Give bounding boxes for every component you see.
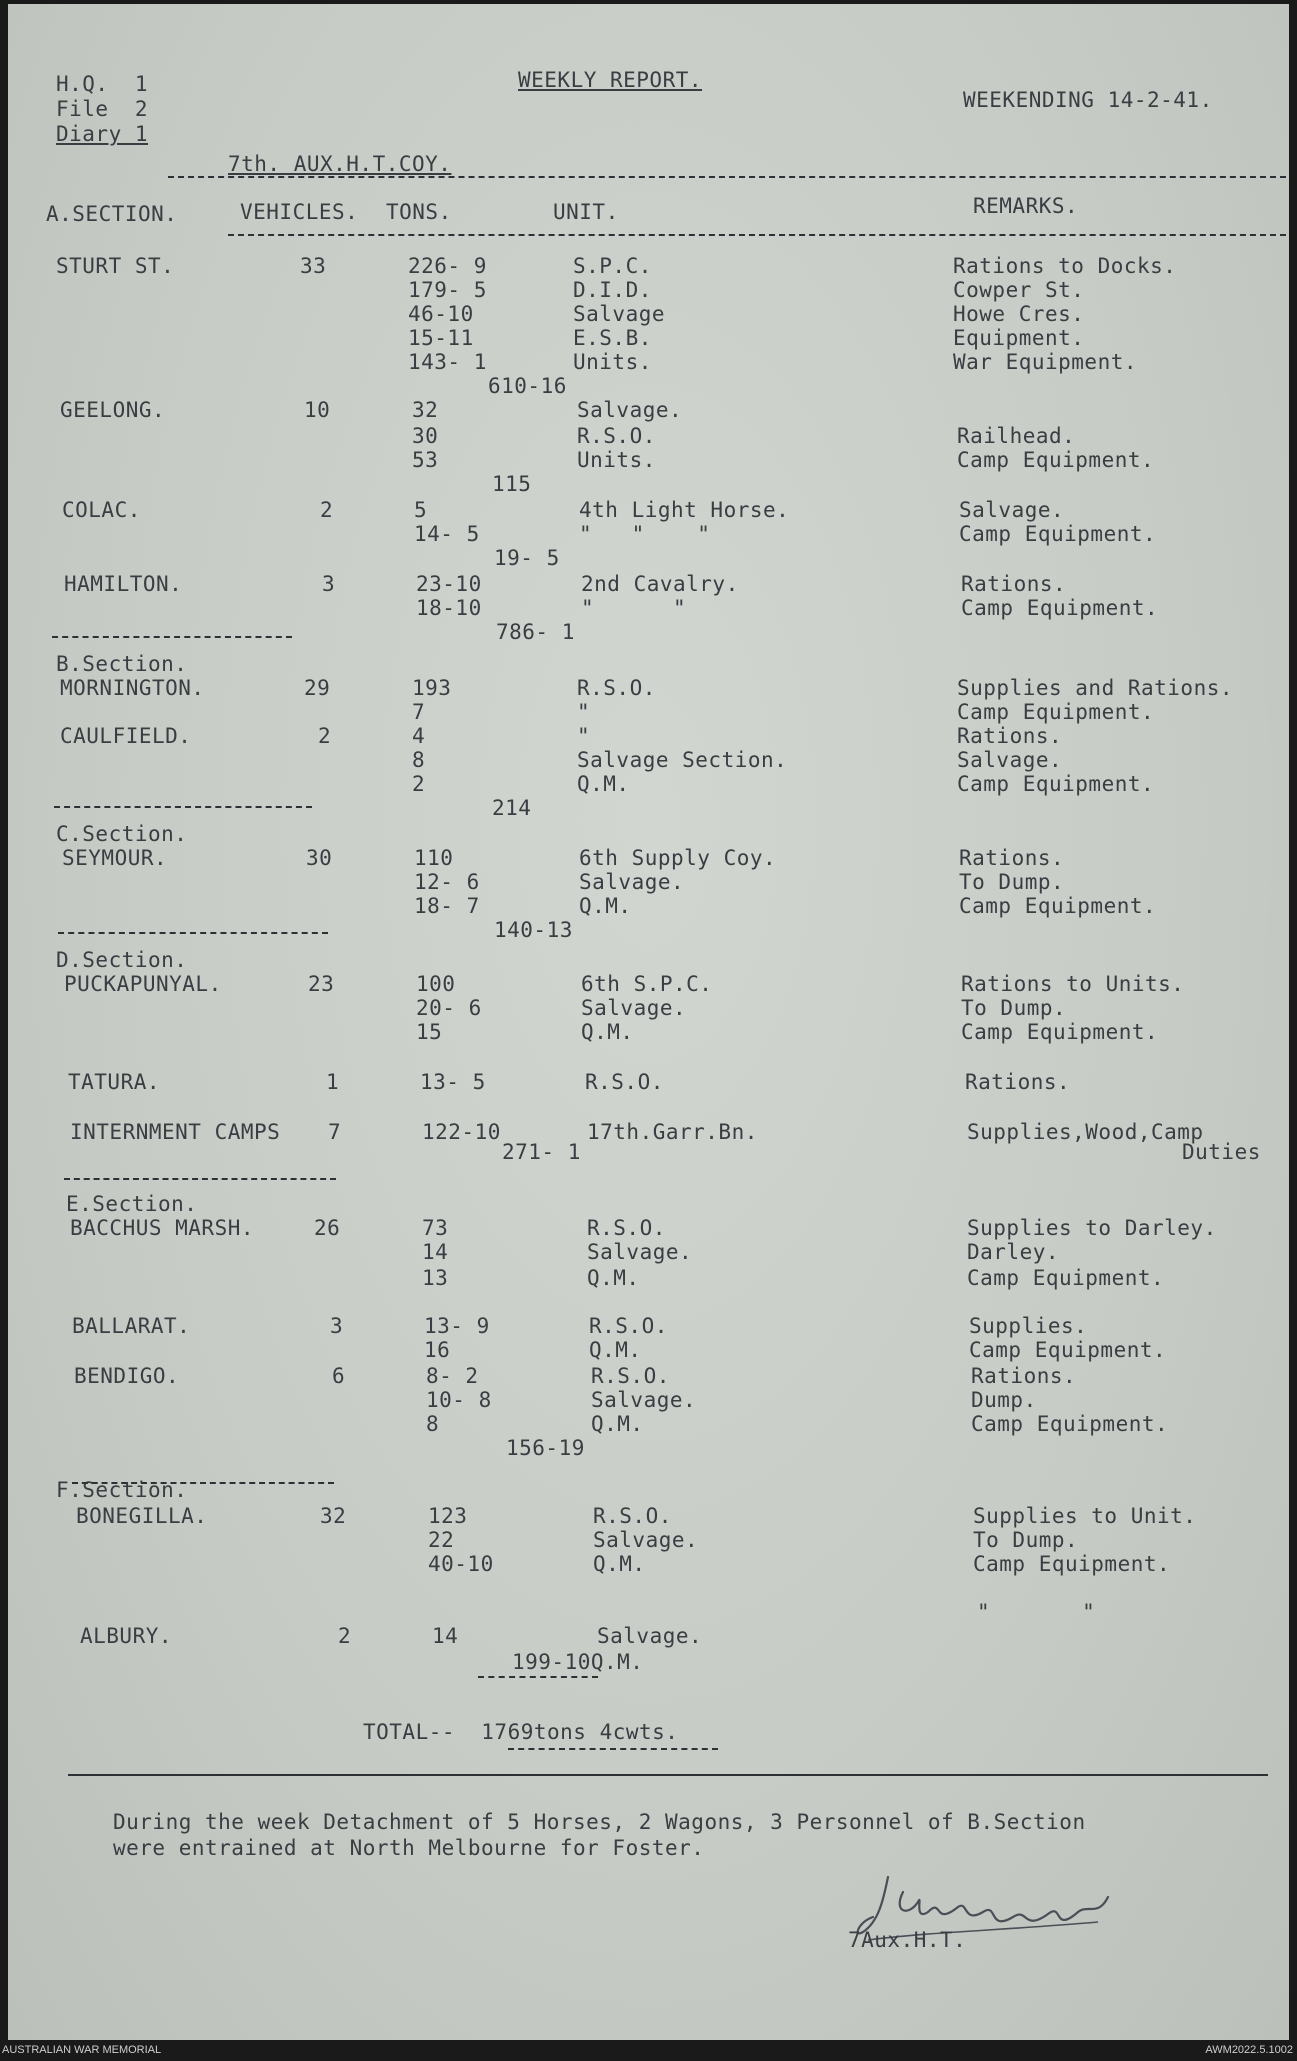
tons-cell: 16 bbox=[424, 1338, 451, 1362]
unit-cell: R.S.O. bbox=[585, 1070, 664, 1094]
remarks-cell: Duties bbox=[1182, 1140, 1261, 1164]
vehicles-cell: 30 bbox=[306, 846, 333, 870]
tons-cell: 143- 1 bbox=[408, 350, 487, 374]
remarks-cell: Salvage. bbox=[957, 748, 1063, 772]
tons-cell: 53 bbox=[412, 448, 439, 472]
location-cell: HAMILTON. bbox=[64, 572, 183, 596]
tons-cell: 12- 6 bbox=[414, 870, 480, 894]
tons-cell: 30 bbox=[412, 424, 439, 448]
note-line-1: During the week Detachment of 5 Horses, 2 Wagons, 3 Personnel of B.Section bbox=[113, 1810, 1086, 1834]
remarks-cell: Howe Cres. bbox=[953, 302, 1085, 326]
section-divider bbox=[58, 932, 328, 934]
tons-cell: 13- 9 bbox=[424, 1314, 490, 1338]
vehicles-cell: 29 bbox=[304, 676, 331, 700]
col-tons: TONS. bbox=[386, 200, 452, 224]
tons-cell: 122-10 bbox=[422, 1120, 501, 1144]
location-cell: ALBURY. bbox=[80, 1624, 173, 1648]
remarks-cell: Supplies to Unit. bbox=[973, 1504, 1197, 1528]
tons-cell: 123 bbox=[428, 1504, 468, 1528]
location-cell: INTERNMENT CAMPS bbox=[70, 1120, 281, 1144]
tons-cell: 7 bbox=[412, 700, 426, 724]
tons-cell: 22 bbox=[428, 1528, 455, 1552]
unit-cell: " bbox=[577, 700, 591, 724]
tons-cell: 100 bbox=[416, 972, 456, 996]
unit-cell: Salvage bbox=[573, 302, 666, 326]
tons-cell: 73 bbox=[422, 1216, 449, 1240]
location-cell: BACCHUS MARSH. bbox=[70, 1216, 255, 1240]
grand-total: TOTAL-- 1769tons 4cwts. bbox=[363, 1720, 679, 1744]
vehicles-cell: 2 bbox=[320, 498, 334, 522]
diary-ref: Diary 1 bbox=[56, 122, 149, 146]
subtotal-cell: 610-16 bbox=[488, 374, 567, 398]
remarks-cell: Rations. bbox=[971, 1364, 1077, 1388]
unit-cell: R.S.O. bbox=[577, 424, 656, 448]
col-vehicles: VEHICLES. bbox=[240, 200, 359, 224]
tons-cell: 14 bbox=[432, 1624, 459, 1648]
location-cell: PUCKAPUNYAL. bbox=[64, 972, 222, 996]
vehicles-cell: 1 bbox=[326, 1070, 340, 1094]
remarks-cell: Salvage. bbox=[959, 498, 1065, 522]
tons-cell: 2 bbox=[412, 772, 426, 796]
unit-cell: Salvage Section. bbox=[577, 748, 788, 772]
tons-cell: 14- 5 bbox=[414, 522, 480, 546]
unit-cell: 4th Light Horse. bbox=[579, 498, 790, 522]
tons-cell: 23-10 bbox=[416, 572, 482, 596]
unit-cell: Q.M. bbox=[587, 1266, 640, 1290]
unit-cell: R.S.O. bbox=[593, 1504, 672, 1528]
section-divider bbox=[72, 1482, 334, 1484]
unit-cell: R.S.O. bbox=[589, 1314, 668, 1338]
unit-cell: 2nd Cavalry. bbox=[581, 572, 739, 596]
unit-cell: Salvage. bbox=[579, 870, 685, 894]
subtotal-cell: 19- 5 bbox=[494, 546, 560, 570]
remarks-cell: Camp Equipment. bbox=[971, 1412, 1169, 1436]
tons-cell: 13 bbox=[422, 1266, 449, 1290]
unit-cell: " bbox=[577, 724, 591, 748]
unit-cell: Salvage. bbox=[597, 1624, 703, 1648]
unit-cell: Salvage. bbox=[591, 1388, 697, 1412]
subtotal-cell: 271- 1 bbox=[502, 1140, 581, 1164]
remarks-cell: To Dump. bbox=[961, 996, 1067, 1020]
tons-cell: 15 bbox=[416, 1020, 443, 1044]
remarks-cell: Darley. bbox=[967, 1240, 1060, 1264]
unit-cell: R.S.O. bbox=[591, 1364, 670, 1388]
subtotal-cell: 115 bbox=[492, 472, 532, 496]
location-cell: BENDIGO. bbox=[74, 1364, 180, 1388]
location-cell: STURT ST. bbox=[56, 254, 175, 278]
tons-cell: 46-10 bbox=[408, 302, 474, 326]
section-heading: F.Section. bbox=[56, 1478, 188, 1502]
remarks-cell: Equipment. bbox=[953, 326, 1085, 350]
tons-cell: 226- 9 bbox=[408, 254, 487, 278]
vehicles-cell: 3 bbox=[330, 1314, 344, 1338]
unit-cell: Salvage. bbox=[593, 1528, 699, 1552]
location-cell: SEYMOUR. bbox=[62, 846, 168, 870]
tons-cell: 15-11 bbox=[408, 326, 474, 350]
location-cell: COLAC. bbox=[62, 498, 141, 522]
remarks-cell: Camp Equipment. bbox=[959, 894, 1157, 918]
remarks-cell: Camp Equipment. bbox=[957, 772, 1155, 796]
remarks-cell: Rations. bbox=[959, 846, 1065, 870]
location-cell: CAULFIELD. bbox=[60, 724, 192, 748]
file-ref: File 2 bbox=[56, 97, 149, 121]
company-name: 7th. AUX.H.T.COY. bbox=[228, 152, 452, 176]
unit-cell: Q.M. bbox=[593, 1552, 646, 1576]
unit-cell: 17th.Garr.Bn. bbox=[587, 1120, 758, 1144]
section-heading: C.Section. bbox=[56, 822, 188, 846]
unit-cell: Units. bbox=[577, 448, 656, 472]
unit-cell: Salvage. bbox=[577, 398, 683, 422]
remarks-cell: Camp Equipment. bbox=[967, 1266, 1165, 1290]
remarks-cell: Camp Equipment. bbox=[959, 522, 1157, 546]
footer-rule bbox=[68, 1774, 1268, 1776]
col-section: A.SECTION. bbox=[46, 202, 178, 226]
remarks-cell: To Dump. bbox=[959, 870, 1065, 894]
vehicles-cell: 2 bbox=[338, 1624, 352, 1648]
location-cell: GEELONG. bbox=[60, 398, 166, 422]
tons-cell: 14 bbox=[422, 1240, 449, 1264]
unit-cell: " " " bbox=[579, 522, 711, 546]
report-title: WEEKLY REPORT. bbox=[518, 68, 703, 92]
tons-cell: 179- 5 bbox=[408, 278, 487, 302]
subtotal-cell: 156-19 bbox=[506, 1436, 585, 1460]
remarks-cell: Camp Equipment. bbox=[961, 596, 1159, 620]
remarks-cell: Rations. bbox=[957, 724, 1063, 748]
weekending-date: WEEKENDING 14-2-41. bbox=[963, 88, 1213, 112]
unit-cell: 6th S.P.C. bbox=[581, 972, 713, 996]
footer-accession: AWM2022.5.1002 bbox=[1205, 2044, 1293, 2056]
vehicles-cell: 10 bbox=[304, 398, 331, 422]
tons-cell: 10- 8 bbox=[426, 1388, 492, 1412]
remarks-cell: Railhead. bbox=[957, 424, 1076, 448]
subtotal-cell: 786- 1 bbox=[496, 620, 575, 644]
footer-archive-name: AUSTRALIAN WAR MEMORIAL bbox=[2, 2044, 162, 2056]
col-unit: UNIT. bbox=[553, 200, 619, 224]
unit-cell: Units. bbox=[573, 350, 652, 374]
remarks-cell: Supplies and Rations. bbox=[957, 676, 1234, 700]
unit-cell: R.S.O. bbox=[577, 676, 656, 700]
remarks-cell: To Dump. bbox=[973, 1528, 1079, 1552]
tons-cell: 18- 7 bbox=[414, 894, 480, 918]
tons-cell: 18-10 bbox=[416, 596, 482, 620]
remarks-cell: Dump. bbox=[971, 1388, 1037, 1412]
tons-cell: 32 bbox=[412, 398, 439, 422]
remarks-cell: Camp Equipment. bbox=[961, 1020, 1159, 1044]
unit-cell: E.S.B. bbox=[573, 326, 652, 350]
unit-cell: Q.M. bbox=[591, 1412, 644, 1436]
remarks-cell: Cowper St. bbox=[953, 278, 1085, 302]
tons-cell: 8 bbox=[412, 748, 426, 772]
location-cell: MORNINGTON. bbox=[60, 676, 205, 700]
unit-cell: R.S.O. bbox=[587, 1216, 666, 1240]
header-rule bbox=[168, 176, 1286, 178]
vehicles-cell: 2 bbox=[318, 724, 332, 748]
remarks-cell: Rations. bbox=[965, 1070, 1071, 1094]
unit-cell: " " bbox=[581, 596, 687, 620]
remarks-cell: Supplies. bbox=[969, 1314, 1088, 1338]
unit-cell: Salvage. bbox=[581, 996, 687, 1020]
vehicles-cell: 23 bbox=[308, 972, 335, 996]
tons-cell: 8 bbox=[426, 1412, 440, 1436]
unit-cell: 6th Supply Coy. bbox=[579, 846, 777, 870]
remarks-cell: Supplies,Wood,Camp bbox=[967, 1120, 1204, 1144]
remarks-cell: Camp Equipment. bbox=[969, 1338, 1167, 1362]
tons-cell: 40-10 bbox=[428, 1552, 494, 1576]
remarks-cell: " " bbox=[977, 1600, 1096, 1624]
note-line-2: were entrained at North Melbourne for Foster. bbox=[113, 1836, 705, 1860]
col-remarks: REMARKS. bbox=[973, 194, 1079, 218]
document-page bbox=[8, 4, 1289, 2040]
total-rule bbox=[478, 1676, 598, 1678]
tons-cell: 5 bbox=[414, 498, 428, 522]
vehicles-cell: 33 bbox=[300, 254, 327, 278]
remarks-cell: Camp Equipment. bbox=[973, 1552, 1171, 1576]
tons-cell: 4 bbox=[412, 724, 426, 748]
remarks-cell: Rations. bbox=[961, 572, 1067, 596]
unit-cell: Q.M. bbox=[577, 772, 630, 796]
hq-ref: H.Q. 1 bbox=[56, 72, 149, 96]
unit-cell: S.P.C. bbox=[573, 254, 652, 278]
remarks-cell: Camp Equipment. bbox=[957, 700, 1155, 724]
section-divider bbox=[52, 636, 292, 638]
unit-cell: Salvage. bbox=[587, 1240, 693, 1264]
section-divider bbox=[54, 806, 312, 808]
vehicles-cell: 3 bbox=[322, 572, 336, 596]
tons-cell: 13- 5 bbox=[420, 1070, 486, 1094]
remarks-cell: Rations to Units. bbox=[961, 972, 1185, 996]
unit-cell: Q.M. bbox=[589, 1338, 642, 1362]
total-underline bbox=[508, 1748, 718, 1750]
location-cell: TATURA. bbox=[68, 1070, 161, 1094]
vehicles-cell: 7 bbox=[328, 1120, 342, 1144]
vehicles-cell: 26 bbox=[314, 1216, 341, 1240]
tons-cell: 193 bbox=[412, 676, 452, 700]
location-cell: BONEGILLA. bbox=[76, 1504, 208, 1528]
section-divider bbox=[64, 1178, 336, 1180]
tons-cell: 20- 6 bbox=[416, 996, 482, 1020]
section-heading: D.Section. bbox=[56, 948, 188, 972]
column-rule bbox=[228, 234, 1286, 236]
remarks-cell: Rations to Docks. bbox=[953, 254, 1177, 278]
section-heading: E.Section. bbox=[66, 1192, 198, 1216]
signoff-unit: 7Aux.H.T. bbox=[848, 1928, 967, 1952]
unit-cell: Q.M. bbox=[581, 1020, 634, 1044]
remarks-cell: War Equipment. bbox=[953, 350, 1138, 374]
remarks-cell: Supplies to Darley. bbox=[967, 1216, 1217, 1240]
unit-cell: D.I.D. bbox=[573, 278, 652, 302]
unit-cell: Q.M. bbox=[579, 894, 632, 918]
subtotal-cell: 199-10Q.M. bbox=[512, 1650, 644, 1674]
section-heading: B.Section. bbox=[56, 652, 188, 676]
vehicles-cell: 6 bbox=[332, 1364, 346, 1388]
vehicles-cell: 32 bbox=[320, 1504, 347, 1528]
remarks-cell: Camp Equipment. bbox=[957, 448, 1155, 472]
location-cell: BALLARAT. bbox=[72, 1314, 191, 1338]
tons-cell: 110 bbox=[414, 846, 454, 870]
subtotal-cell: 140-13 bbox=[494, 918, 573, 942]
tons-cell: 8- 2 bbox=[426, 1364, 479, 1388]
subtotal-cell: 214 bbox=[492, 796, 532, 820]
